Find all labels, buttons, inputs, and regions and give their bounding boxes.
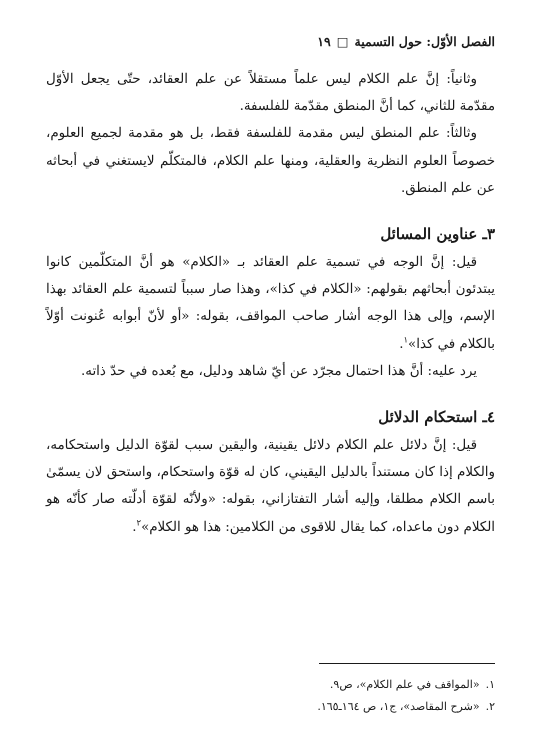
footnotes [46,674,495,718]
paragraph-response: يرد عليه: أنَّ هذا احتمال مجرّد عن أيّ شاهد ودليل، مع بُعده في حدّ ذاته. [81,363,477,379]
footnote-text: «شرح المقاصد»، ج١، ص ١٦٤ـ١٦٥. [317,700,480,713]
paragraph-issue-titles: قيل: إنَّ الوجه في تسمية علم العقائد بـ «الكلام» هو أنَّ المتكلّمين كانوا يبتدئون أبحاثهم بقولهم: «الكلام في كذا»، وهذا صار سبباً لتسمية علم العقائد بهذا الإسم، وإلى هذا الوجه أشار صاحب المواقف، بقوله: «أو لأنّ أبوابه عُنونت أوّلاً بالكلام في كذا»$^١$. [46,255,495,352]
paragraph-firm-proofs [46,432,495,541]
footnote-text: «المواقف في علم الكلام»، ص٩. [329,678,480,691]
footnote-ref-1: ١ [403,335,409,346]
paragraph-firm-proofs-text: قيل: إنَّ دلائل علم الكلام دلائل يقينية، واليقين سبب لقوّة الدليل واستحكامه، والكلام إذا كان مستنداً بالدليل اليقيني، كان له قوّة واستحكام، واستحق لان يسمّىٰ باسم الكلام مطلقا، وإليه أشار التفتازاني، بقوله: «ولأنّه لقوّة أدلّته صار كأنّه هو الكلام دون ماعداه، كما يقال للاقوى من الكلامين: هذا هو الكلام» [46,438,495,535]
footnote-2 [46,696,495,718]
paragraph-secondly: وثانياً: إنَّ علم الكلام ليس علماً مستقلاً عن علم العقائد، حتّى يجعل الأوّل مقدّمة للثاني، كما أنَّ المنطق مقدّمة للفلسفة. [46,72,495,115]
paragraph-end-period: . [132,519,137,535]
footnote-ref-2: ٢ [136,518,142,529]
paragraph-thirdly: وثالثاً: علم المنطق ليس مقدمة للفلسفة فقط، بل هو مقدمة لجميع العلوم، خصوصاً العلوم النظرية والعقلية، ومنها علم الكلام، فالمتكلّم لايستغني في أبحاثه عن علم المنطق. [46,126,495,196]
section-heading-firm-proofs: ٤ـ استحكام الدلائل [378,408,495,427]
footnote-divider [319,663,495,664]
header-separator: □ [336,34,349,49]
page-number: ١٩ [317,34,331,49]
footnote-number: ١. [485,678,495,691]
paragraph-issue-titles-text: قيل: إنَّ الوجه في تسمية علم العقائد بـ «الكلام» هو أنَّ المتكلّمين كانوا يبتدئون أبحاثهم بقولهم: «الكلام في كذا»، وهذا صار سبباً لتسمية علم العقائد بهذا الإسم، وإلى هذا الوجه أشار صاحب المواقف، بقوله: «أو لأنّ أبوابه عُنونت أوّلاً بالكلام في كذا» [46,255,495,352]
chapter-title: الفصل الأوّل: حول التسمية [354,34,495,49]
body-text [46,66,495,541]
section-heading-issue-titles: ٣ـ عناوين المسائل [380,225,495,244]
footnote-number: ٢. [485,700,495,713]
footnote-1 [46,674,495,696]
running-header [46,34,495,50]
